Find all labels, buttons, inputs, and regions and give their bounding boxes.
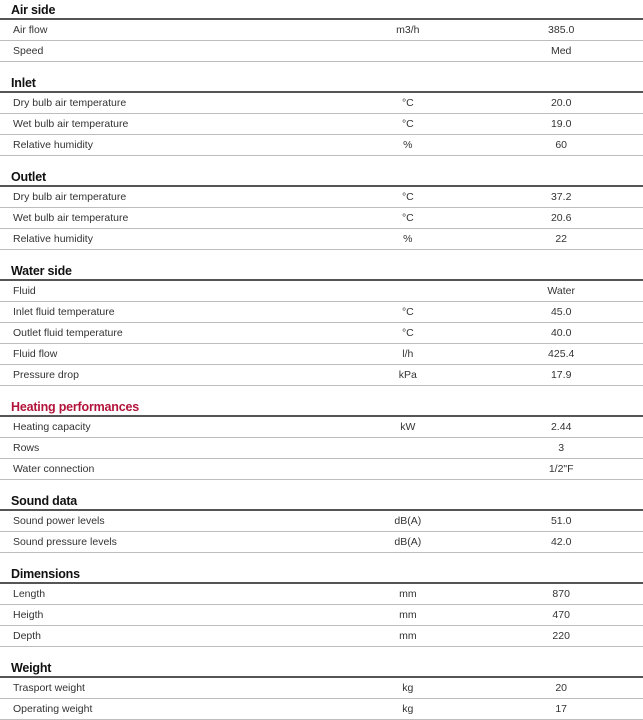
spec-section [0, 73, 643, 156]
spec-label: Length [13, 588, 46, 600]
spec-label: Inlet fluid temperature [13, 306, 115, 318]
spec-label: Trasport weight [13, 682, 85, 694]
spec-row [0, 41, 643, 62]
spec-unit: % [403, 233, 413, 245]
spec-section [0, 491, 643, 553]
spec-label: Heigth [13, 609, 44, 621]
section-title: Weight [0, 658, 643, 678]
spec-unit: kW [400, 421, 416, 433]
spec-row [0, 459, 643, 480]
spec-value: 385.0 [548, 24, 575, 36]
spec-label: Sound power levels [13, 515, 105, 527]
spec-label: Fluid flow [13, 348, 58, 360]
spec-label: Water connection [13, 463, 95, 475]
section-title: Water side [0, 261, 643, 281]
spec-value: 20.0 [550, 97, 572, 109]
spec-section [0, 564, 643, 647]
spec-unit: dB(A) [394, 515, 422, 527]
spec-value: Water [547, 285, 575, 297]
spec-unit: kg [402, 682, 414, 694]
spec-row [0, 626, 643, 647]
spec-unit: m3/h [396, 24, 420, 36]
spec-value: 45.0 [550, 306, 572, 318]
spec-unit: kg [402, 703, 414, 715]
spec-row [0, 93, 643, 114]
spec-label: Relative humidity [13, 139, 93, 151]
spec-row [0, 114, 643, 135]
section-spacer [0, 250, 643, 261]
spec-value: 60 [555, 139, 568, 151]
spec-value: 870 [552, 588, 570, 600]
spec-value: 42.0 [550, 536, 572, 548]
section-title: Heating performances [0, 397, 643, 417]
spec-value: 3 [558, 442, 565, 454]
spec-value: 220 [552, 630, 570, 642]
spec-unit [336, 438, 479, 458]
spec-label: Dry bulb air temperature [13, 191, 127, 203]
spec-label: Wet bulb air temperature [13, 212, 129, 224]
spec-unit: % [403, 139, 413, 151]
spec-unit: mm [399, 630, 417, 642]
spec-value: 19.0 [550, 118, 572, 130]
spec-label: Sound pressure levels [13, 536, 117, 548]
spec-value: 2.44 [550, 421, 572, 433]
spec-value: 20 [555, 682, 568, 694]
spec-value: 17 [555, 703, 568, 715]
spec-value: 470 [552, 609, 570, 621]
spec-row [0, 281, 643, 302]
spec-row [0, 678, 643, 699]
spec-row [0, 511, 643, 532]
spec-row [0, 187, 643, 208]
spec-row [0, 135, 643, 156]
spec-row [0, 584, 643, 605]
section-spacer [0, 62, 643, 73]
spec-unit: dB(A) [394, 536, 422, 548]
spec-row [0, 20, 643, 41]
spec-section [0, 167, 643, 250]
spec-row [0, 417, 643, 438]
spec-unit: °C [401, 191, 414, 203]
spec-unit [336, 281, 479, 301]
spec-unit: °C [401, 306, 414, 318]
spec-row [0, 323, 643, 344]
section-title: Outlet [0, 167, 643, 187]
spec-label: Dry bulb air temperature [13, 97, 127, 109]
spec-value: 40.0 [550, 327, 572, 339]
spec-row [0, 302, 643, 323]
spec-value: 20.6 [550, 212, 572, 224]
section-title: Sound data [0, 491, 643, 511]
spec-row [0, 344, 643, 365]
spec-row [0, 229, 643, 250]
spec-label: Outlet fluid temperature [13, 327, 123, 339]
spec-unit: °C [401, 212, 414, 224]
spec-unit: °C [401, 327, 414, 339]
spec-unit: mm [399, 588, 417, 600]
spec-row [0, 365, 643, 386]
spec-value: 1/2"F [548, 463, 574, 475]
spec-label: Operating weight [13, 703, 93, 715]
spec-row [0, 699, 643, 720]
spec-section [0, 397, 643, 480]
spec-row [0, 208, 643, 229]
spec-row [0, 605, 643, 626]
spec-label: Air flow [13, 24, 48, 36]
spec-label: Wet bulb air temperature [13, 118, 129, 130]
spec-unit: kPa [398, 369, 417, 381]
section-spacer [0, 553, 643, 564]
spec-value: Med [550, 45, 572, 57]
spec-label: Fluid [13, 285, 36, 297]
section-spacer [0, 480, 643, 491]
spec-unit: l/h [402, 348, 414, 360]
section-spacer [0, 647, 643, 658]
spec-label: Heating capacity [13, 421, 91, 433]
spec-section [0, 658, 643, 720]
spec-label: Speed [13, 45, 44, 57]
spec-value: 37.2 [550, 191, 572, 203]
spec-value: 51.0 [550, 515, 572, 527]
spec-unit: mm [399, 609, 417, 621]
spec-label: Pressure drop [13, 369, 79, 381]
spec-label: Relative humidity [13, 233, 93, 245]
section-title: Dimensions [0, 564, 643, 584]
spec-row [0, 532, 643, 553]
spec-unit [336, 41, 479, 61]
spec-value: 17.9 [550, 369, 572, 381]
spec-unit [336, 459, 479, 479]
spec-row [0, 438, 643, 459]
spec-section [0, 0, 643, 62]
spec-label: Rows [13, 442, 40, 454]
spec-label: Depth [13, 630, 42, 642]
section-spacer [0, 386, 643, 397]
section-title: Inlet [0, 73, 643, 93]
section-spacer [0, 156, 643, 167]
section-title: Air side [0, 0, 643, 20]
spec-value: 22 [555, 233, 568, 245]
spec-section [0, 261, 643, 386]
spec-value: 425.4 [548, 348, 575, 360]
spec-unit: °C [401, 118, 414, 130]
spec-unit: °C [401, 97, 414, 109]
